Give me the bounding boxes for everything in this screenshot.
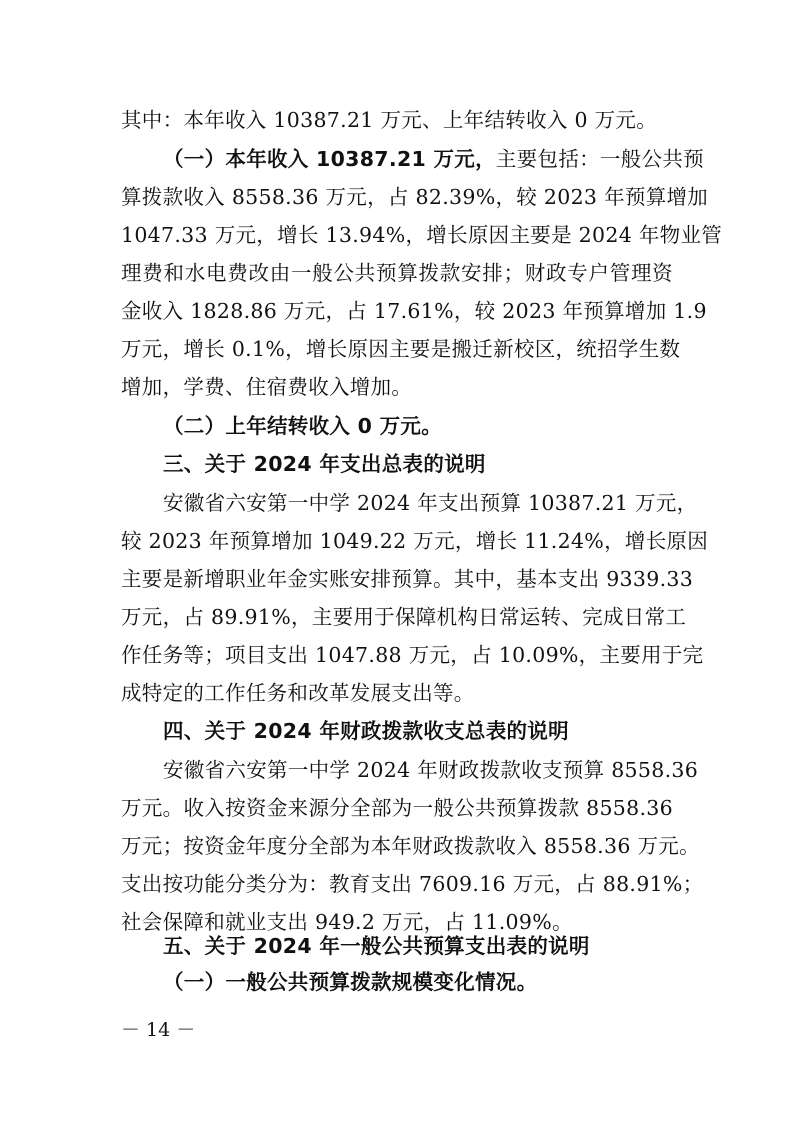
income-current-year-heading: （一）本年收入 10387.21 万元，	[163, 147, 496, 171]
section-5-subheading: （一）一般公共预算拨款规模变化情况。	[163, 970, 538, 994]
paragraph-line: 万元，占 89.91%，主要用于保障机构日常运转、完成日常工	[121, 605, 687, 629]
paragraph-line: 1047.33 万元，增长 13.94%，增长原因主要是 2024 年物业管	[121, 223, 723, 247]
section-5-heading: 五、关于 2024 年一般公共预算支出表的说明	[163, 934, 590, 958]
paragraph-line: 金收入 1828.86 万元，占 17.61%，较 2023 年预算增加 1.9	[121, 299, 707, 323]
paragraph-line: 万元。收入按资金来源分全部为一般公共预算拨款 8558.36	[121, 796, 673, 820]
paragraph-line: 较 2023 年预算增加 1049.22 万元，增长 11.24%，增长原因	[121, 529, 709, 553]
paragraph-text: 主要包括：一般公共预	[495, 147, 704, 171]
paragraph-line: 社会保障和就业支出 949.2 万元，占 11.09%。	[121, 910, 573, 934]
paragraph-line: 增加，学费、住宿费收入增加。	[121, 375, 413, 399]
income-carryover-heading: （二）上年结转收入 0 万元。	[163, 414, 443, 438]
paragraph-line	[163, 146, 704, 172]
section-3-heading: 三、关于 2024 年支出总表的说明	[163, 452, 486, 476]
paragraph-line: 作任务等；项目支出 1047.88 万元，占 10.09%，主要用于完	[121, 643, 704, 667]
paragraph-line: 万元；按资金年度分全部为本年财政拨款收入 8558.36 万元。	[121, 834, 700, 858]
paragraph-line: 安徽省六安第一中学 2024 年财政拨款收支预算 8558.36	[163, 758, 699, 782]
page-number: － 14 －	[121, 1019, 196, 1041]
paragraph-line: 其中：本年收入 10387.21 万元、上年结转收入 0 万元。	[121, 108, 658, 132]
section-4-heading: 四、关于 2024 年财政拨款收支总表的说明	[163, 719, 569, 743]
paragraph-line: 支出按功能分类分为：教育支出 7609.16 万元，占 88.91%；	[121, 872, 704, 896]
paragraph-line: 算拨款收入 8558.36 万元，占 82.39%，较 2023 年预算增加	[121, 185, 709, 209]
paragraph-line: 万元，增长 0.1%，增长原因主要是搬迁新校区，统招学生数	[121, 337, 681, 361]
paragraph-line: 成特定的工作任务和改革发展支出等。	[121, 681, 475, 705]
paragraph-line: 理费和水电费改由一般公共预算拨款安排；财政专户管理资	[121, 261, 673, 285]
paragraph-line: 主要是新增职业年金实账安排预算。其中，基本支出 9339.33	[121, 567, 694, 591]
paragraph-line: 安徽省六安第一中学 2024 年支出预算 10387.21 万元，	[163, 491, 698, 515]
